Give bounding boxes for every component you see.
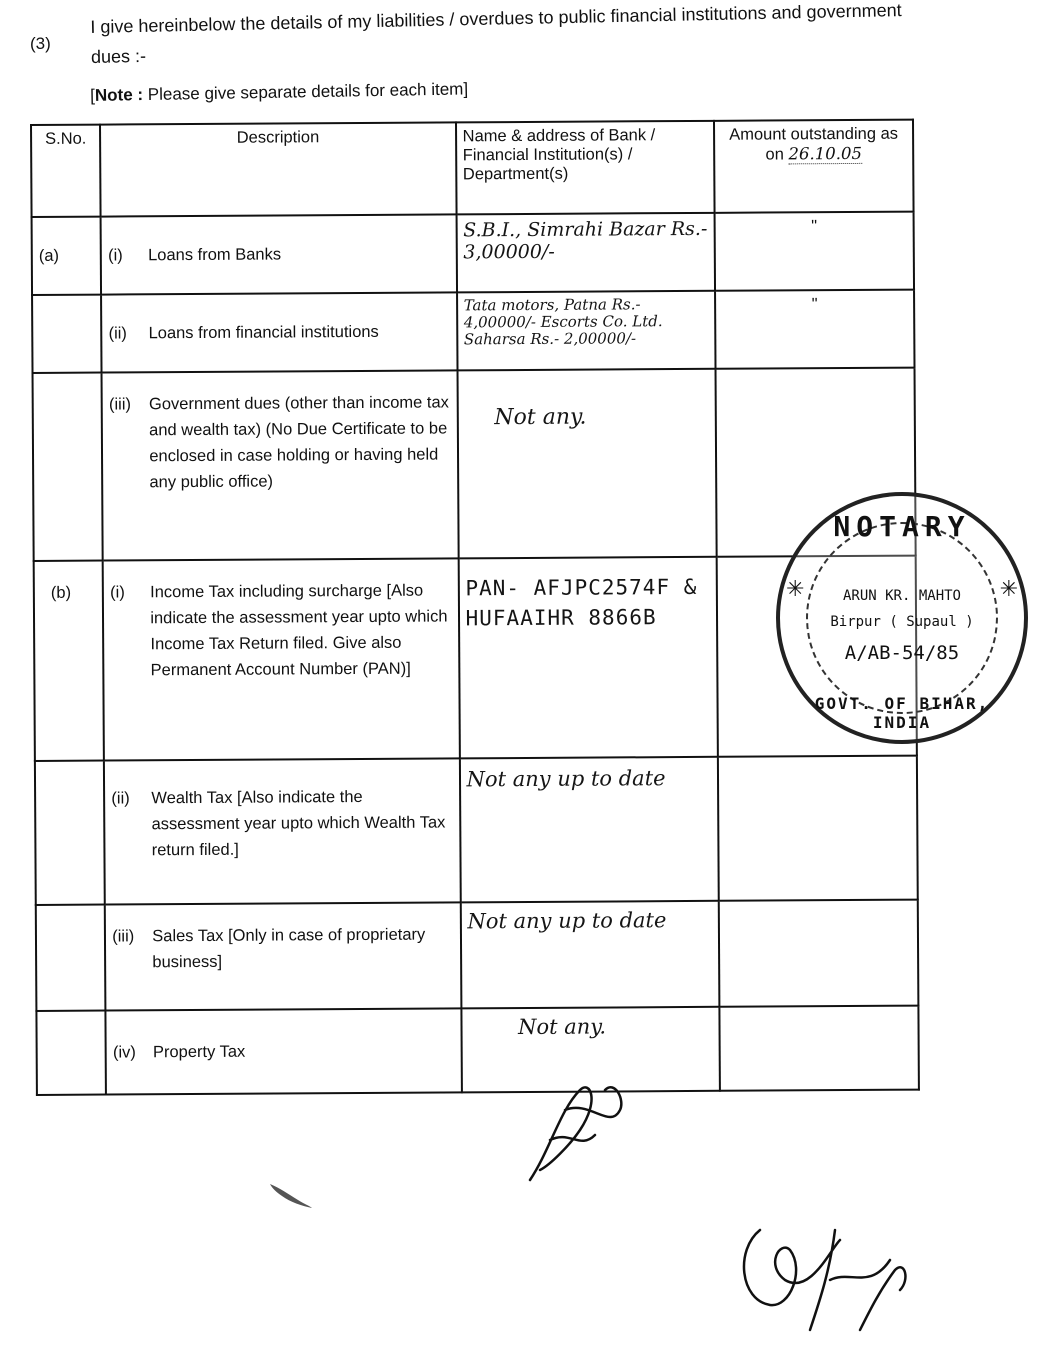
row-desc-text: Sales Tax [Only in case of proprietary business] — [152, 925, 426, 972]
star-icon: ✳ — [786, 576, 805, 601]
row-description — [103, 558, 459, 760]
signature-icon — [520, 1070, 640, 1190]
table-row — [36, 1006, 918, 1095]
row-desc-text: Loans from Banks — [148, 244, 282, 264]
row-sno: (a) — [32, 217, 102, 295]
row-description — [104, 758, 460, 904]
row-bank: S.B.I., Simrahi Bazar Rs.- 3,00000/- — [456, 213, 715, 293]
row-roman: (iv) — [112, 1042, 136, 1062]
table-row — [32, 290, 914, 373]
table-header-row — [31, 120, 914, 217]
row-amount — [719, 1006, 918, 1091]
intro-text: I give hereinbelow the details of my liabilities / overdues to public financial institutions and government dues :- — [90, 0, 902, 67]
row-desc-text: Income Tax including surcharge [Also indicate the assessment year upto which Income Tax Return filed. Give also Permanent Account Number (PAN)] — [150, 581, 448, 680]
header-amount-text: Amount outstanding as on — [729, 124, 899, 164]
row-description — [101, 214, 457, 294]
signature-icon — [730, 1210, 920, 1340]
header-amount — [714, 120, 914, 213]
row-sno — [35, 761, 105, 905]
row-roman: (i) — [108, 245, 123, 265]
notary-stamp — [776, 492, 1028, 744]
row-bank: Not any up to date — [460, 901, 719, 1009]
note-label: Note : — [94, 85, 144, 105]
stamp-title: NOTARY — [833, 510, 971, 543]
stamp-name: ARUN KR. MAHTO — [842, 588, 961, 604]
row-description — [105, 902, 461, 1010]
star-icon: ✳ — [999, 576, 1018, 601]
stamp-bottom-text: GOVT. OF BIHAR, INDIA — [814, 694, 990, 732]
row-sno — [32, 295, 102, 373]
row-bank: Not any up to date — [459, 757, 718, 903]
row-desc-text: Loans from financial institutions — [148, 322, 379, 342]
stamp-place: Birpur ( Supaul ) — [830, 614, 974, 630]
row-roman: (iii) — [112, 927, 135, 946]
row-desc-text: Government dues (other than income tax and wealth tax) (No Due Certificate to be enclosed in case holding or having held any public office) — [148, 393, 449, 492]
section-number: (3) — [30, 34, 51, 53]
ink-smudge-icon — [268, 1180, 314, 1210]
row-description — [102, 370, 458, 560]
row-bank: Not any. — [457, 369, 717, 559]
row-roman: (ii) — [108, 323, 127, 343]
row-roman: (i) — [110, 583, 125, 602]
row-description — [101, 292, 457, 372]
row-amount — [718, 756, 918, 901]
table-row — [35, 756, 918, 905]
header-bank-text: Name & address of Bank / Financial Institution(s) / Department(s) — [462, 126, 656, 184]
row-sno: (b) — [34, 561, 105, 761]
row-desc-text: Property Tax — [152, 1042, 246, 1061]
row-sno — [36, 1011, 106, 1095]
row-amount: " — [715, 290, 914, 369]
row-amount: " — [715, 212, 914, 291]
header-bank — [456, 121, 715, 215]
note-text: Please give separate details for each item — [147, 79, 464, 104]
header-description: Description — [100, 122, 456, 216]
header-amount-date: 26.10.05 — [788, 143, 862, 164]
header-sno: S.No. — [31, 125, 101, 217]
stamp-registration: A/AB-54/85 — [844, 642, 960, 664]
table-row — [32, 212, 914, 295]
row-roman: (iii) — [108, 395, 132, 414]
row-bank: Tata motors, Patna Rs.- 4,00000/- Escorts Co. Ltd. Saharsa Rs.- 2,00000/- — [457, 291, 716, 371]
table-row — [36, 900, 919, 1011]
row-sno — [33, 373, 103, 561]
row-roman: (ii) — [111, 789, 130, 808]
row-desc-text: Wealth Tax [Also indicate the assessment year upto which Wealth Tax return filed.] — [151, 787, 446, 860]
row-bank: PAN- AFJPC2574F & HUFAAIHR 8866B — [458, 557, 718, 759]
row-bank: Not any. — [461, 1007, 720, 1093]
row-sno — [36, 905, 106, 1011]
note: [Note : Please give separate details for each item] — [90, 79, 469, 105]
row-amount — [719, 900, 919, 1007]
row-description — [106, 1008, 462, 1094]
